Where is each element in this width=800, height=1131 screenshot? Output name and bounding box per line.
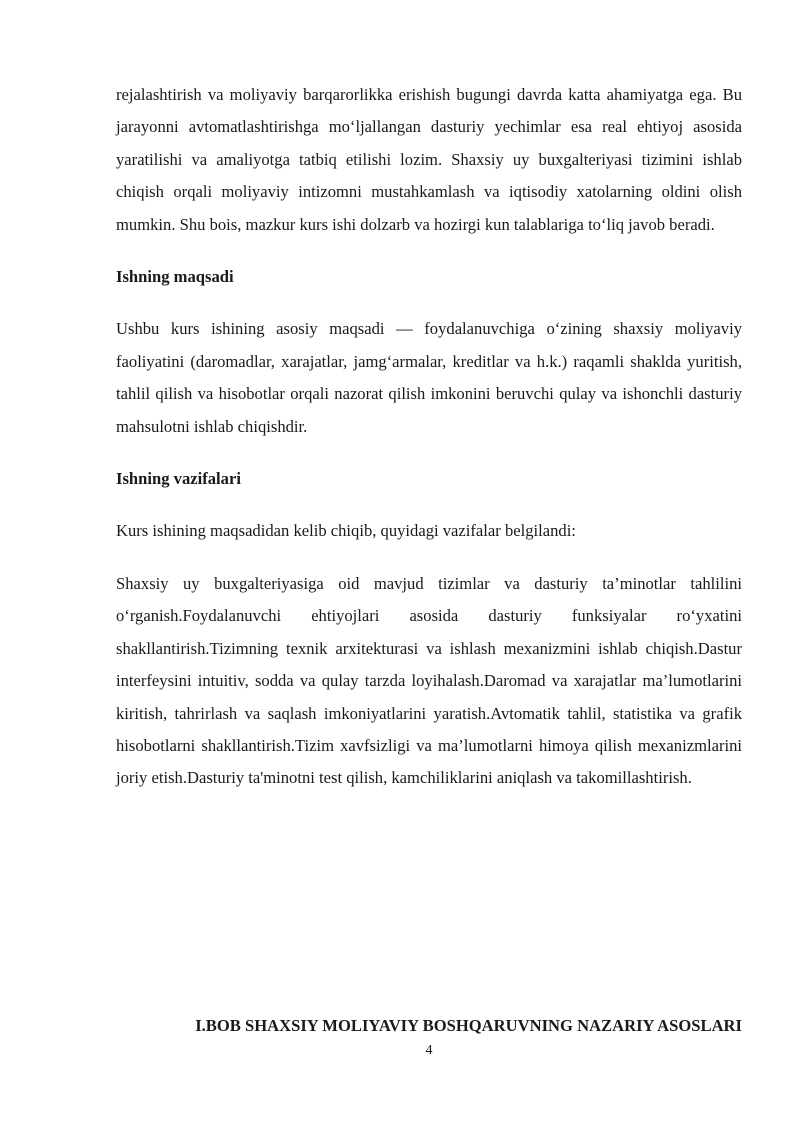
tasks-intro-paragraph: Kurs ishining maqsadidan kelib chiqib, quyidagi vazifalar belgilandi:: [116, 521, 576, 541]
goal-heading: Ishning maqsadi: [116, 267, 234, 287]
tasks-paragraph: Shaxsiy uy buxgalteriyasiga oid mavjud tizimlar va dasturiy ta’minotlar tahlilini o‘rganish.Foydalanuvchi ehtiyojlari asosida dasturiy funksiyalar ro‘yxatini shakllantirish.Tizimning texnik arxitekturasi va ishlash mexanizmini ishlab chiqish.Dastur interfeysini intuitiv, sodda va qulay tarzda loyihalash.Daromad va xarajatlar ma’lumotlarini kiritish, tahrirlash va saqlash imkoniyatlarini yaratish.Avtomatik tahlil, statistika va grafik hisobotlarni shakllantirish.Tizim xavfsizligi va ma’lumotlarni himoya qilish mexanizmlarini joriy etish.Dasturiy ta'minotni test qilish, kamchiliklarini aniqlash va takomillashtirish.: [116, 573, 742, 788]
intro-paragraph: rejalashtirish va moliyaviy barqarorlikka erishish bugungi davrda katta ahamiyatga ega. Bu jarayonni avtomatlashtirishga mo‘ljallangan dasturiy yechimlar esa real ehtiyoj asosida yaratilishi va amaliyotga tatbiq etilishi lozim. Shaxsiy uy buxgalteriyasi tizimini ishlab chiqish orqali moliyaviy intizomni mustahkamlash va iqtisodiy xatolarning oldini olish mumkin. Shu bois, mazkur kurs ishi dolzarb va hozirgi kun talablariga to‘liq javob beradi.: [116, 85, 742, 234]
goal-paragraph: Ushbu kurs ishining asosiy maqsadi — foydalanuvchiga o‘zining shaxsiy moliyaviy faoliyatini (daromadlar, xarajatlar, jamg‘armalar, kreditlar va h.k.) raqamli shaklda yuritish, tahlil qilish va hisobotlar orqali nazorat qilish imkonini beruvchi qulay va ishonchli dasturiy mahsulotni ishlab chiqishdir.: [116, 319, 742, 436]
tasks-heading: Ishning vazifalari: [116, 469, 241, 489]
page-number: 4: [425, 1043, 433, 1058]
chapter-title: I.BOB SHAXSIY MOLIYAVIY BOSHQARUVNING NAZARIY ASOSLARI: [195, 1016, 742, 1035]
document-body: [116, 79, 742, 795]
